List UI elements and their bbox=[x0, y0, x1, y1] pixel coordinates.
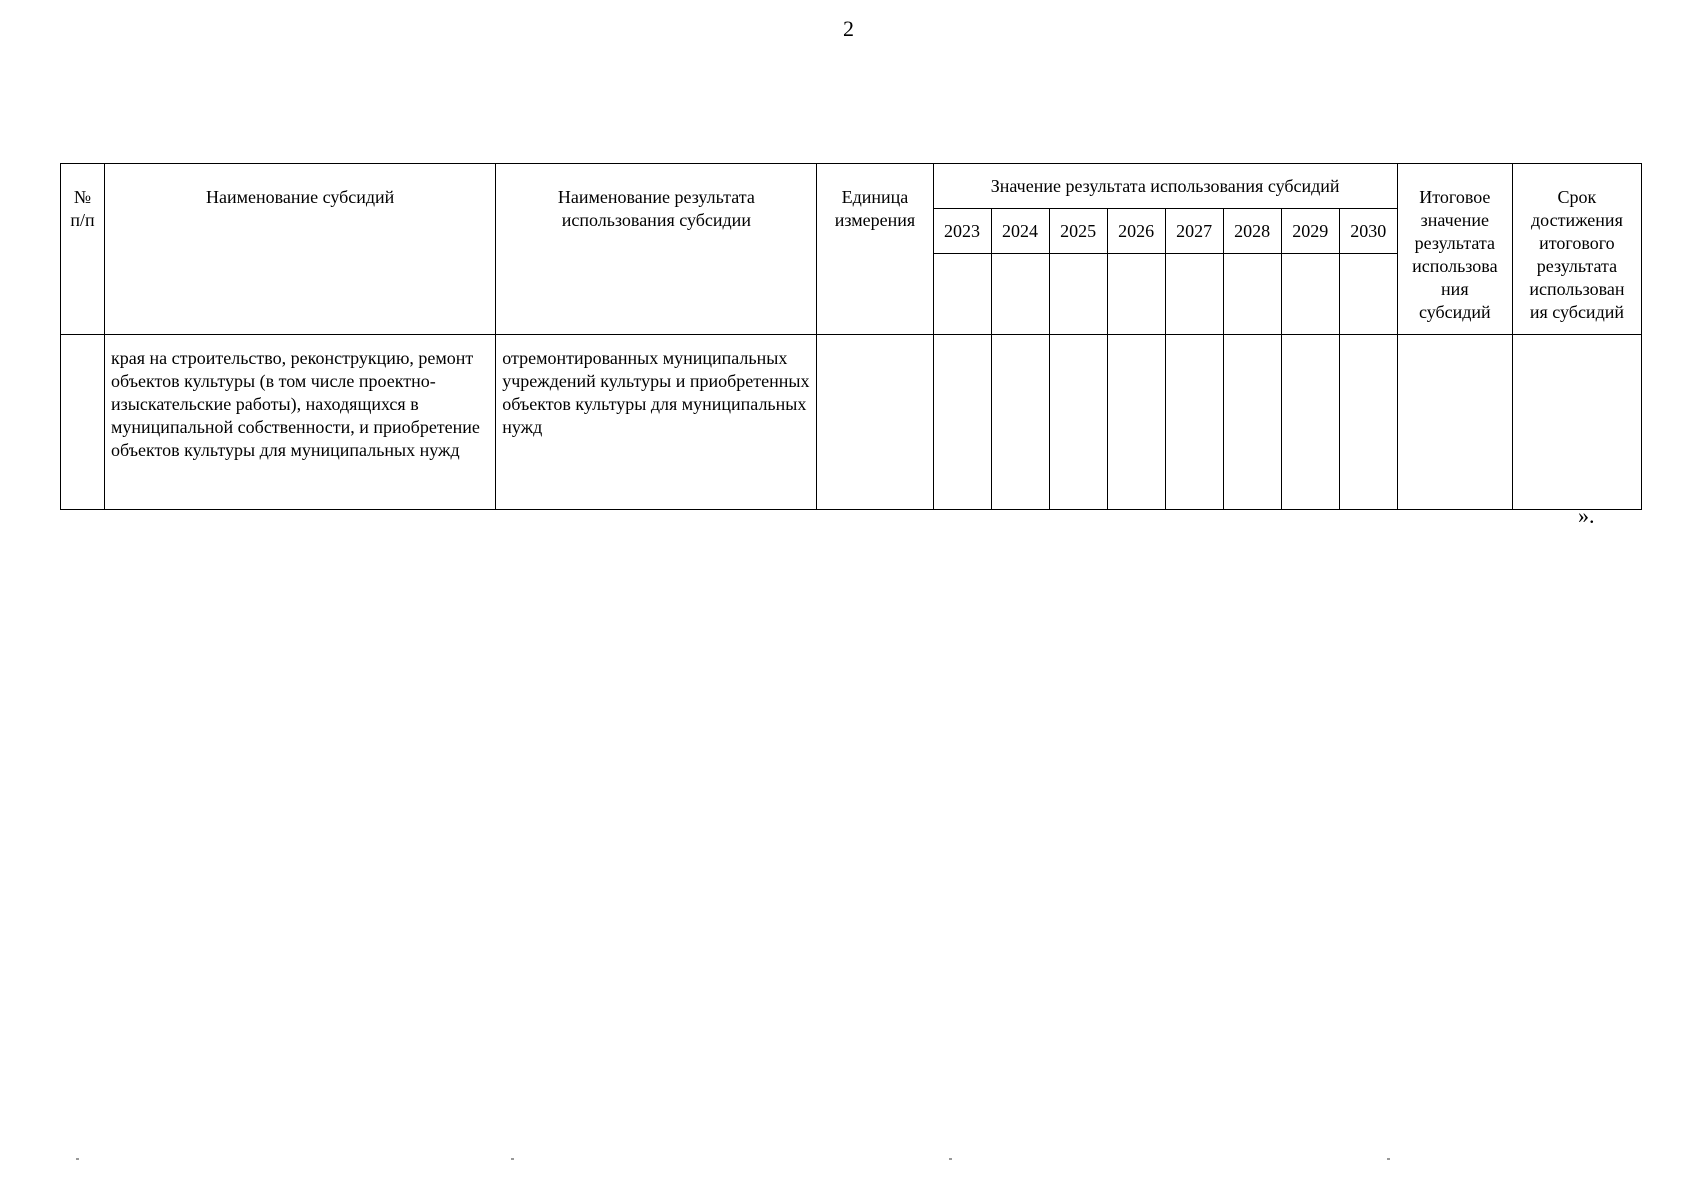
row-year-value-cell bbox=[1049, 335, 1107, 510]
header-result-name: Наименование результата использования субсидии bbox=[496, 164, 817, 335]
header-year: 2024 bbox=[991, 209, 1049, 254]
year-header-spacer bbox=[1165, 254, 1223, 335]
page-number: 2 bbox=[843, 16, 854, 41]
scan-speck bbox=[511, 1158, 514, 1160]
subsidy-results-table bbox=[60, 163, 1642, 510]
header-unit: Единица измерения bbox=[817, 164, 933, 335]
header-year: 2029 bbox=[1281, 209, 1339, 254]
row-year-value-cell bbox=[1281, 335, 1339, 510]
row-deadline-cell bbox=[1512, 335, 1641, 510]
header-row bbox=[61, 164, 1642, 209]
closing-quote-mark: ». bbox=[1578, 503, 1595, 528]
row-year-value-cell bbox=[1223, 335, 1281, 510]
row-subsidy-name-cell: края на строительство, реконструкцию, ремонт объектов культуры (в том числе проектно-изыскательские работы), находящихся в муниципальной собственности, и приобретение объектов культуры для муниципальных нужд bbox=[105, 335, 496, 510]
scan-speck bbox=[1387, 1158, 1390, 1160]
header-number: № п/п bbox=[61, 164, 105, 335]
header-year: 2030 bbox=[1339, 209, 1397, 254]
row-unit-cell bbox=[817, 335, 933, 510]
year-header-spacer bbox=[933, 254, 991, 335]
row-year-value-cell bbox=[933, 335, 991, 510]
header-year: 2027 bbox=[1165, 209, 1223, 254]
year-header-spacer bbox=[1107, 254, 1165, 335]
header-year: 2025 bbox=[1049, 209, 1107, 254]
header-year: 2028 bbox=[1223, 209, 1281, 254]
year-header-spacer bbox=[1281, 254, 1339, 335]
header-deadline: Срок достижения итогового результата использован ия субсидий bbox=[1512, 164, 1641, 335]
table-row bbox=[61, 335, 1642, 510]
year-header-spacer bbox=[1049, 254, 1107, 335]
scan-speck bbox=[949, 1158, 952, 1160]
scan-speck bbox=[76, 1158, 79, 1160]
row-year-value-cell bbox=[1107, 335, 1165, 510]
row-number-cell bbox=[61, 335, 105, 510]
row-year-value-cell bbox=[1165, 335, 1223, 510]
row-year-value-cell bbox=[991, 335, 1049, 510]
year-header-spacer bbox=[1223, 254, 1281, 335]
header-year: 2023 bbox=[933, 209, 991, 254]
row-year-value-cell bbox=[1339, 335, 1397, 510]
row-result-name-cell: отремонтированных муниципальных учреждений культуры и приобретенных объектов культуры для муниципальных нужд bbox=[496, 335, 817, 510]
header-year: 2026 bbox=[1107, 209, 1165, 254]
year-header-spacer bbox=[991, 254, 1049, 335]
row-final-value-cell bbox=[1397, 335, 1512, 510]
year-header-spacer bbox=[1339, 254, 1397, 335]
header-final-value: Итоговое значение результата использова ния субсидий bbox=[1397, 164, 1512, 335]
header-value-group: Значение результата использования субсидий bbox=[933, 164, 1397, 209]
header-subsidy-name: Наименование субсидий bbox=[105, 164, 496, 335]
